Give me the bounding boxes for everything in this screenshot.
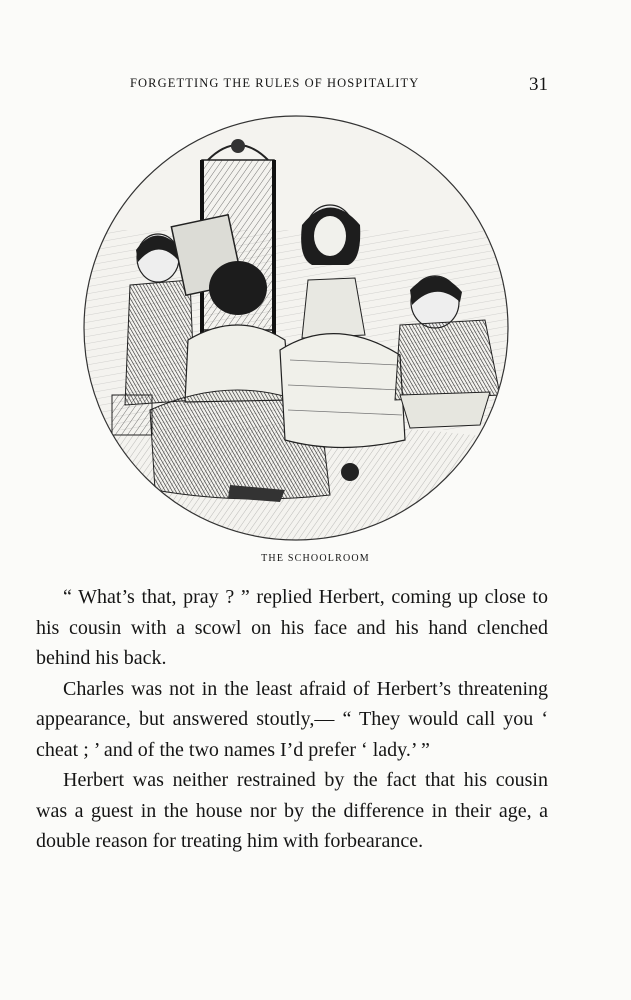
schoolroom-illustration <box>80 110 512 546</box>
paragraph-1: “ What’s that, pray ? ” replied Herbert, coming up close to his cousin with a scowl on his face and his hand clenched behind his back. <box>36 586 548 669</box>
paragraph-2: Charles was not in the least afraid of Herbert’s threatening appearance, but answered stoutly,— “ They would call you ‘ cheat ; ’ and of the two names I’d prefer ‘ lady.’ ” <box>36 677 548 761</box>
page-number: 31 <box>529 74 548 95</box>
engraving-scene <box>80 110 512 546</box>
ball <box>341 463 359 481</box>
running-head <box>36 74 548 96</box>
paragraph-3: Herbert was neither restrained by the fact that his cousin was a guest in the house nor by the difference in their age, a double reason for treating him with forbearance. <box>36 769 548 852</box>
illustration-caption: THE SCHOOLROOM <box>261 553 370 564</box>
body-text <box>36 582 548 857</box>
running-head-title: FORGETTING THE RULES OF HOSPITALITY <box>130 76 420 90</box>
